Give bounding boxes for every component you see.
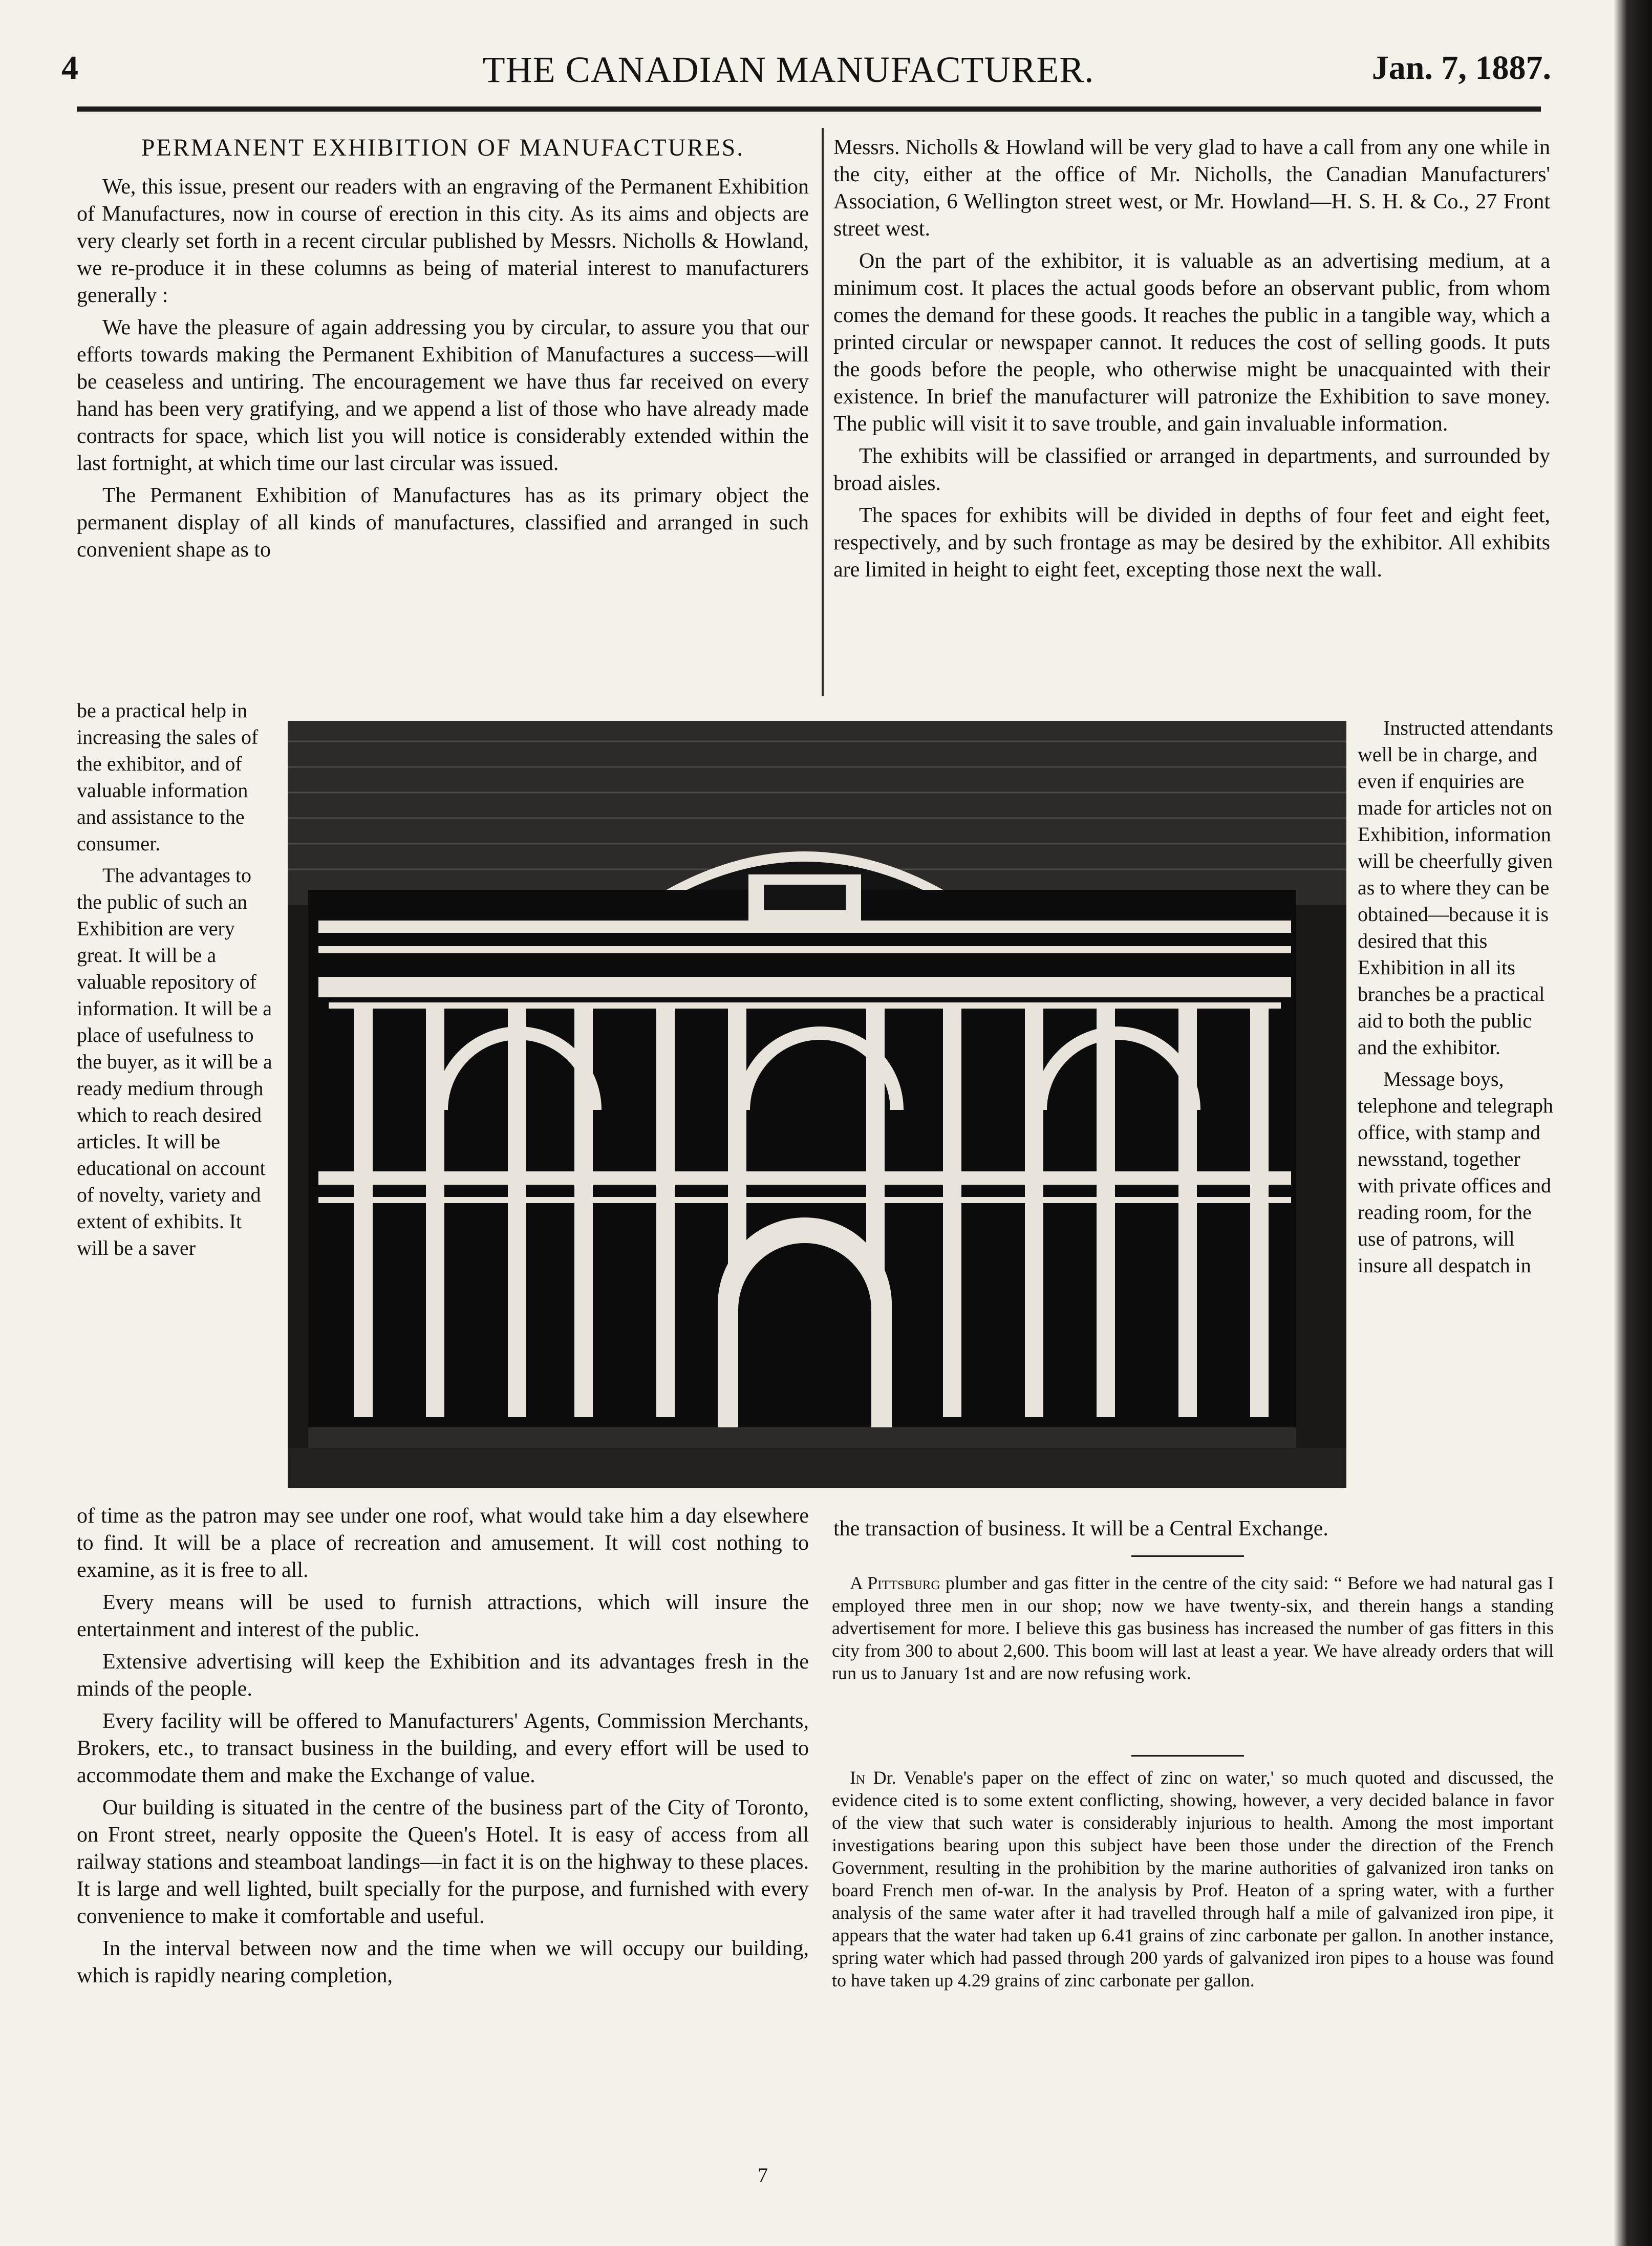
zinc-note	[832, 1766, 1554, 1992]
binding-edge	[1614, 0, 1652, 2246]
issue-date: Jan. 7, 1887.	[1371, 49, 1551, 87]
paragraph: We, this issue, present our readers with an engraving of the Permanent Exhibition of Manufactures, now in course of erection in this city. As its aims and objects are very clearly set forth in a recent circular published by Messrs. Nicholls & Howland, we re-produce it in these columns as being of material interest to manufacturers generally :	[77, 175, 809, 307]
left-narrow-column	[77, 697, 277, 1261]
note-text: Dr. Venable's paper on the effect of zinc on water,' so much quoted and discussed, the evidence cited is to some extent conflicting, showing, however, a very decided balance in favor of the view that such water is considerably injurious to health. Among the most important investigations bearing upon this subject have been those under the direction of the French Government, resulting in the prohibition by the marine authorities of galvanized iron tanks on board French men of-war. In the analysis by Prof. Heaton of a spring water, with a further analysis of the same water after it had travelled through half a mile of galvanized iron pipe, it appears that the water had taken up 6.41 grains of zinc carbonate per gallon. In another instance, spring water which had passed through 200 yards of galvanized iron pipes to a house was found to have taken up 4.29 grains of zinc carbonate per gallon.	[832, 1767, 1554, 1991]
paragraph: Every facility will be offered to Manufacturers' Agents, Commission Merchants, Brokers, etc., to transact business in the building, and every effort will be used to accommodate them and make the Exchange of value.	[77, 1709, 809, 1787]
paragraph: of time as the patron may see under one roof, what would take him a day elsewhere to find. It will be a place of recreation and amusement. It will cost nothing to examine, as it is free to all.	[77, 1504, 809, 1582]
note-text: plumber and gas fitter in the centre of the city said: “ Before we had natural gas I employed three men in our shop; now we have twenty-six, and therein hangs a standing advertisement for more. I believe this gas business has increased the number of gas fitters in this city from 300 to about 2,600. This boom will last at least a year. We have already orders that will run us to January 1st and are now refusing work.	[832, 1573, 1554, 1683]
left-column-bottom	[77, 1503, 809, 1990]
right-column-tail	[833, 1515, 1550, 1543]
page-number: 4	[61, 49, 78, 87]
paragraph: Extensive advertising will keep the Exhibition and its advantages fresh in the minds of the people.	[77, 1650, 809, 1701]
header-rule	[77, 106, 1541, 112]
paragraph: The exhibits will be classified or arranged in departments, and surrounded by broad aisles.	[833, 444, 1550, 495]
footer-mark: 7	[758, 2164, 768, 2187]
exhibition-building-engraving	[288, 721, 1346, 1488]
paragraph: the transaction of business. It will be a Central Exchange.	[833, 1517, 1328, 1541]
note-lead: In	[850, 1767, 866, 1788]
right-narrow-column	[1358, 715, 1557, 1279]
section-divider	[1131, 1755, 1244, 1757]
paragraph: Every means will be used to furnish attractions, which will insure the entertainment and interest of the public.	[77, 1591, 809, 1641]
left-column-top	[77, 134, 809, 564]
paragraph: We have the pleasure of again addressing you by circular, to assure you that our efforts towards making the Permanent Exhibition of Manufactures a success—will be ceaseless and untiring. The encouragement we have thus far received on every hand has been very gratifying, and we append a list of those who have already made contracts for space, which list you will notice is considerably extended within the last fortnight, at which time our last circular was issued.	[77, 316, 809, 475]
paragraph: The advantages to the public of such an Exhibition are very great. It will be a valuable repository of information. It will be a place of usefulness to the buyer, as it will be a ready medium through which to reach desired articles. It will be educational on account of novelty, variety and extent of exhibits. It will be a saver	[77, 864, 272, 1259]
paragraph: In the interval between now and the time when we will occupy our building, which is rapidly nearing completion,	[77, 1937, 809, 1987]
paragraph: be a practical help in increasing the sales of the exhibitor, and of valuable information and assistance to the consumer.	[77, 699, 259, 855]
paragraph: The Permanent Exhibition of Manufactures has as its primary object the permanent display of all kinds of manufactures, classified and arranged in such convenient shape as to	[77, 484, 809, 562]
pittsburg-note	[832, 1572, 1554, 1684]
paragraph: The spaces for exhibits will be divided in depths of four feet and eight feet, respectively, and by such frontage as may be desired by the exhibitor. All exhibits are limited in height to eight feet, excepting those next the wall.	[833, 504, 1550, 582]
page-header	[0, 36, 1577, 97]
paragraph: On the part of the exhibitor, it is valuable as an advertising medium, at a minimum cost. It places the actual goods before an observant public, from whom comes the demand for these goods. It reaches the public in a tangible way, which a printed circular or newspaper cannot. It reduces the cost of selling goods. It puts the goods before the people, who otherwise might be unacquainted with their existence. In brief the manufacturer will patronize the Exhibition to save money. The public will visit it to save trouble, and gain invaluable information.	[833, 249, 1550, 436]
paragraph: Instructed attendants well be in charge, and even if enquiries are made for articles not on Exhibition, information will be cheerfully given as to where they can be obtained—because it is desired that this Exhibition in all its branches be a practical aid to both the public and the exhibitor.	[1358, 716, 1554, 1059]
column-rule	[822, 128, 824, 696]
section-divider	[1131, 1555, 1244, 1557]
masthead: THE CANADIAN MANUFACTURER.	[482, 49, 1095, 90]
article-title: PERMANENT EXHIBITION OF MANUFACTURES.	[141, 134, 745, 161]
paragraph: Message boys, telephone and telegraph office, with stamp and newsstand, together with private offices and reading room, for the use of patrons, will insure all despatch in	[1358, 1067, 1554, 1277]
paragraph: Messrs. Nicholls & Howland will be very glad to have a call from any one while in the city, either at the office of Mr. Nicholls, the Canadian Manufacturers' Association, 6 Wellington street west, or Mr. Howland—H. S. H. & Co., 27 Front street west.	[833, 136, 1550, 241]
note-lead: A Pittsburg	[850, 1573, 940, 1593]
paragraph: Our building is situated in the centre of the business part of the City of Toronto, on Front street, nearly opposite the Queen's Hotel. It is easy of access from all railway stations and steamboat landings—in fact it is on the highway to these places. It is large and well lighted, built specially for the purpose, and furnished with every convenience to make it comfortable and useful.	[77, 1796, 809, 1928]
right-column-top	[833, 134, 1550, 584]
